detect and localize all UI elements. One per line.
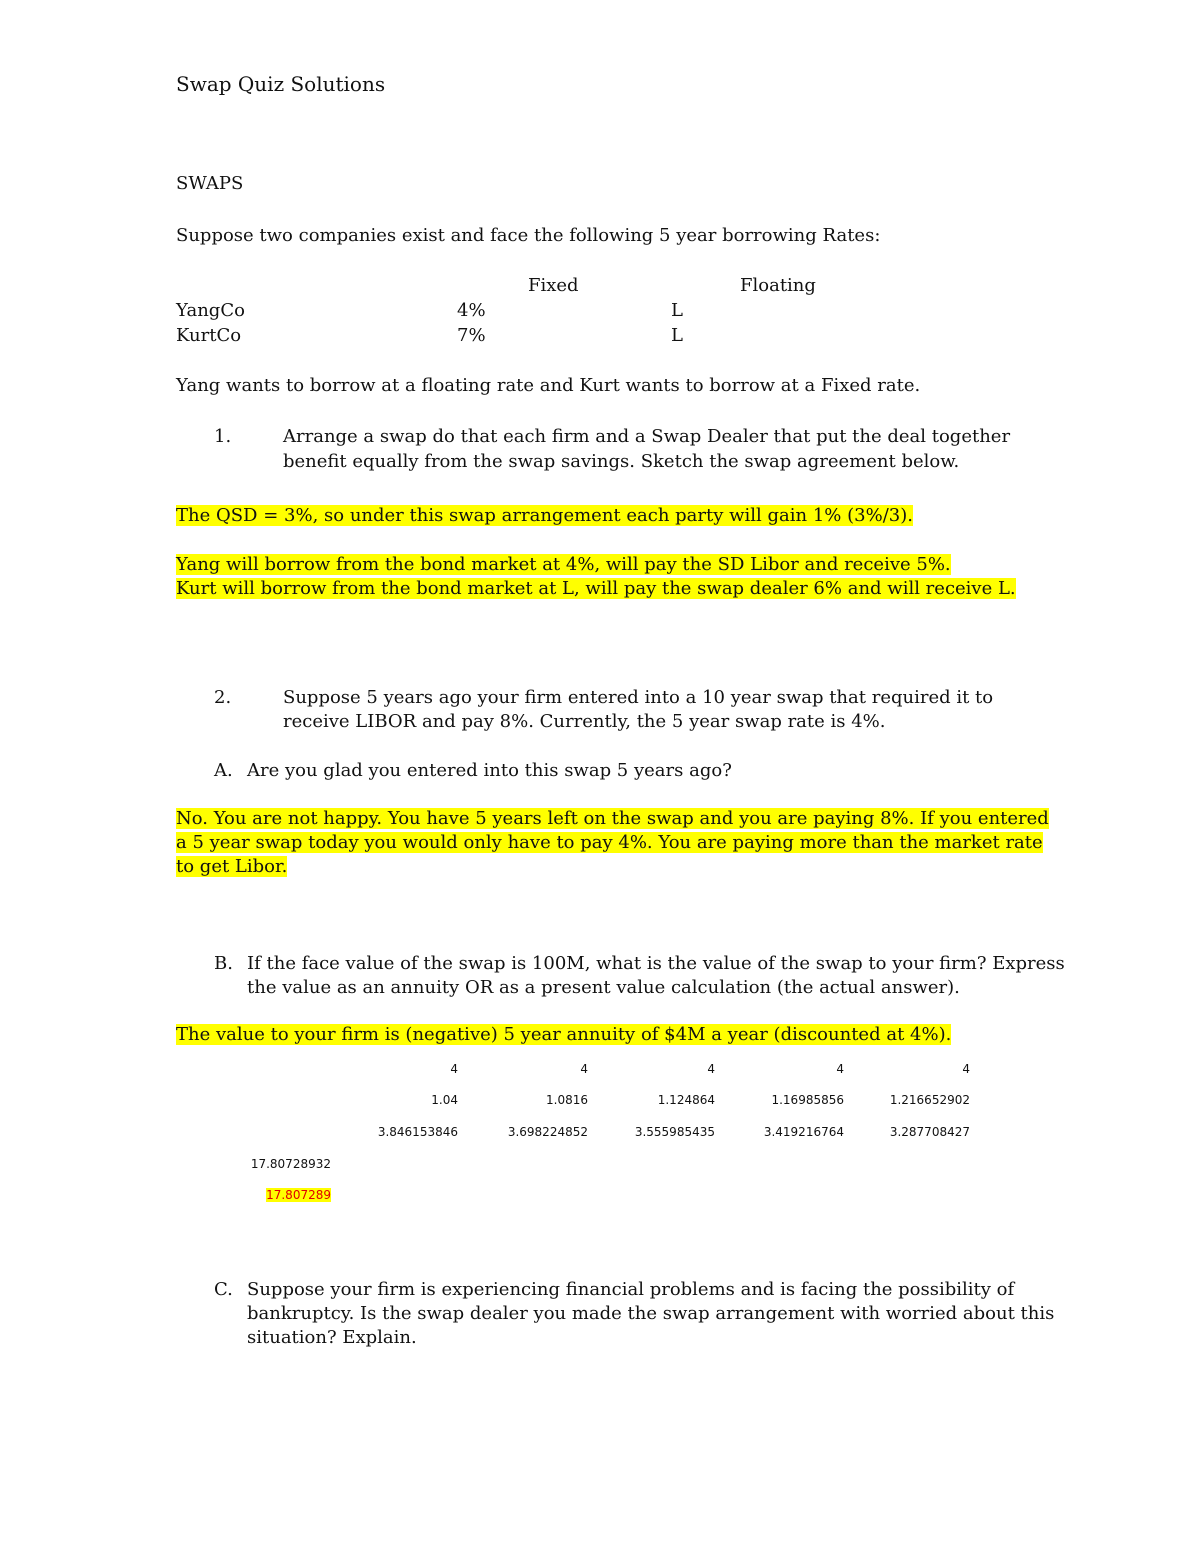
answer-text: Yang will borrow from the bond market at 4%, will pay the SD Libor and receive 5%. xyxy=(176,554,951,575)
table-row-fixed: 7% xyxy=(457,325,486,346)
table-row-floating: L xyxy=(671,300,683,321)
cash-flow-cell: 4 xyxy=(707,1062,715,1076)
part-question: If the face value of the swap is 100M, what is the value of the swap to your firm? Express xyxy=(247,953,1065,974)
table-row-fixed: 4% xyxy=(457,300,486,321)
question-text: receive LIBOR and pay 8%. Currently, the 5 year swap rate is 4%. xyxy=(283,711,886,732)
discount-factor-cell: 1.124864 xyxy=(657,1093,715,1107)
answer-highlight xyxy=(176,831,1043,855)
answer-highlight xyxy=(176,807,1049,831)
part-label: A. xyxy=(214,760,233,781)
rounded-total-value: 17.807289 xyxy=(266,1188,331,1202)
cash-flow-cell: 4 xyxy=(836,1062,844,1076)
part-question: Suppose your firm is experiencing financial problems and is facing the possibility of xyxy=(247,1279,1015,1300)
answer-text: to get Libor. xyxy=(176,856,288,877)
table-row-floating: L xyxy=(671,325,683,346)
question-number: 2. xyxy=(214,687,232,708)
question-number: 1. xyxy=(214,426,232,447)
answer-highlight xyxy=(176,577,1016,601)
present-value-cell: 3.698224852 xyxy=(507,1125,588,1139)
cash-flow-cell: 4 xyxy=(450,1062,458,1076)
present-value-cell: 3.846153846 xyxy=(377,1125,458,1139)
answer-text: a 5 year swap today you would only have to pay 4%. You are paying more than the market rate xyxy=(176,832,1043,853)
part-question: Are you glad you entered into this swap 5 years ago? xyxy=(247,760,732,781)
answer-highlight xyxy=(176,1023,951,1047)
present-value-cell: 3.419216764 xyxy=(763,1125,844,1139)
table-header-fixed: Fixed xyxy=(528,275,579,296)
section-heading: SWAPS xyxy=(176,173,244,194)
table-row-company: YangCo xyxy=(176,300,245,321)
table-row-company: KurtCo xyxy=(176,325,242,346)
part-question: the value as an annuity OR as a present value calculation (the actual answer). xyxy=(247,977,960,998)
present-value-cell: 3.555985435 xyxy=(634,1125,715,1139)
question-text: Suppose 5 years ago your firm entered into a 10 year swap that required it to xyxy=(283,687,994,708)
answer-text: No. You are not happy. You have 5 years left on the swap and you are paying 8%. If you entered xyxy=(176,808,1049,829)
answer-text: Kurt will borrow from the bond market at L, will pay the swap dealer 6% and will receive L. xyxy=(176,578,1016,599)
rounded-total-cell xyxy=(201,1187,331,1203)
discount-factor-cell: 1.0816 xyxy=(546,1093,588,1107)
discount-factor-cell: 1.216652902 xyxy=(889,1093,970,1107)
cash-flow-cell: 4 xyxy=(962,1062,970,1076)
discount-factor-cell: 1.16985856 xyxy=(771,1093,844,1107)
part-question: bankruptcy. Is the swap dealer you made the swap arrangement with worried about this xyxy=(247,1303,1055,1324)
answer-highlight xyxy=(176,553,951,577)
question-text: benefit equally from the swap savings. Sketch the swap agreement below. xyxy=(283,451,960,472)
part-label: C. xyxy=(214,1279,233,1300)
page-title: Swap Quiz Solutions xyxy=(176,72,386,96)
discount-factor-cell: 1.04 xyxy=(431,1093,458,1107)
table-header-floating: Floating xyxy=(740,275,816,296)
answer-highlight xyxy=(176,855,287,879)
intro-text: Suppose two companies exist and face the following 5 year borrowing Rates: xyxy=(176,225,881,246)
present-value-cell: 3.287708427 xyxy=(889,1125,970,1139)
answer-text: The QSD = 3%, so under this swap arrangement each party will gain 1% (3%/3). xyxy=(176,505,913,526)
answer-text: The value to your firm is (negative) 5 year annuity of $4M a year (discounted at 4%). xyxy=(176,1024,952,1045)
part-question: situation? Explain. xyxy=(247,1327,417,1348)
preference-text: Yang wants to borrow at a floating rate and Kurt wants to borrow at a Fixed rate. xyxy=(176,375,921,396)
sum-cell: 17.80728932 xyxy=(250,1157,331,1171)
question-text: Arrange a swap do that each firm and a Swap Dealer that put the deal together xyxy=(283,426,1011,447)
cash-flow-cell: 4 xyxy=(580,1062,588,1076)
part-label: B. xyxy=(214,953,233,974)
answer-highlight xyxy=(176,504,913,528)
